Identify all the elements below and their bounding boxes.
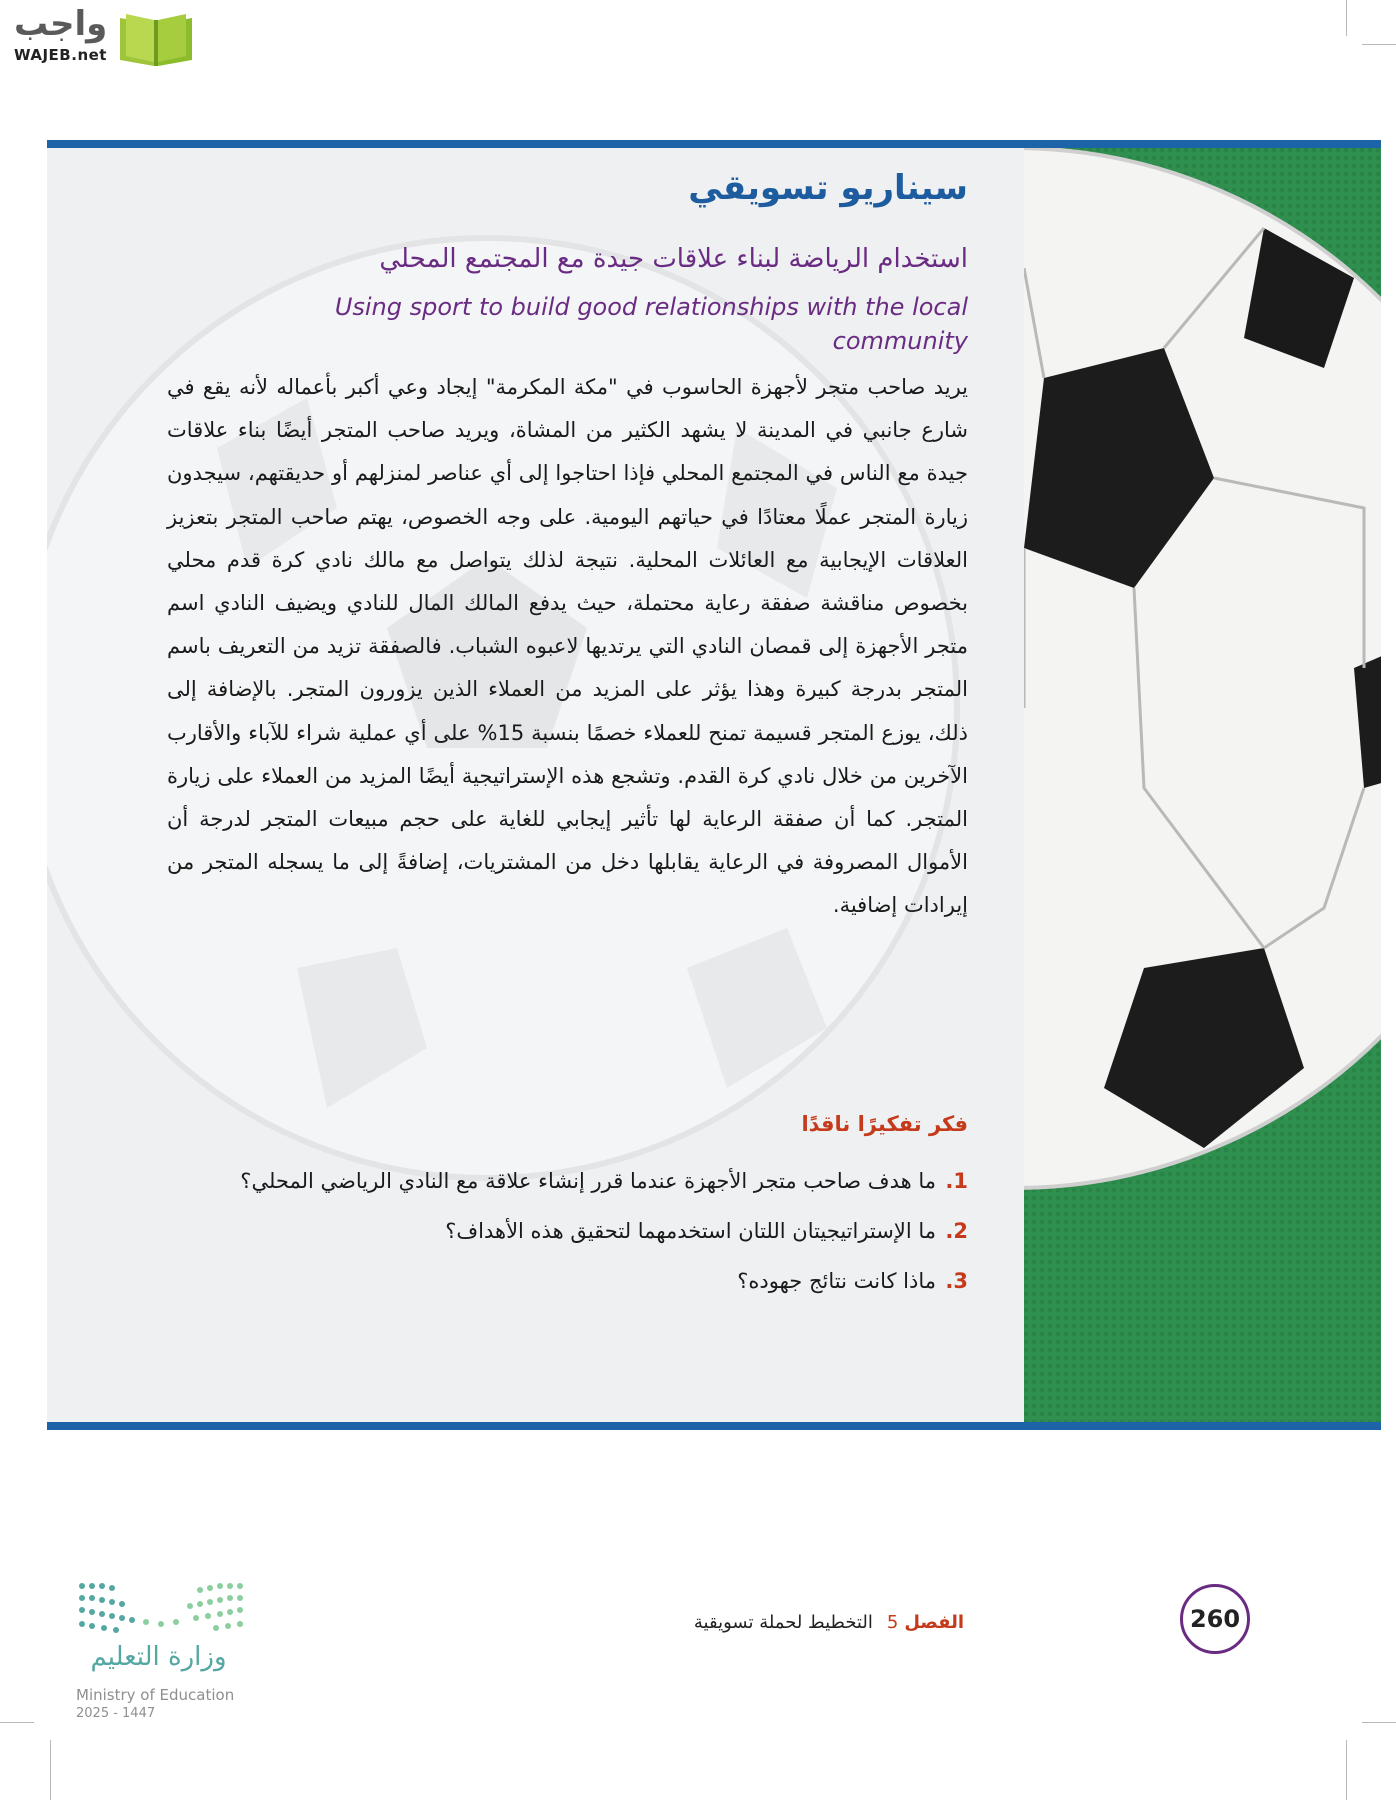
panel-top-border — [47, 140, 1381, 148]
crop-mark — [1362, 1722, 1396, 1723]
question-item — [167, 1160, 968, 1202]
ministry-year: 2025 - 1447 — [76, 1706, 156, 1721]
crop-mark — [1346, 0, 1347, 36]
crop-mark — [1346, 1740, 1347, 1800]
text-area — [47, 148, 1024, 1422]
page-number: 260 — [1180, 1584, 1250, 1654]
subtitle-english: Using sport to build good relationships with the local community — [334, 293, 968, 355]
scenario-body: يريد صاحب متجر لأجهزة الحاسوب في "مكة المكرمة" إيجاد وعي أكبر بأعماله لأنه يقع في شارع جانبي في المدينة لا يشهد الكثير من المشاة، ويريد صاحب المتجر أيضًا بناء علاقات جيدة مع الناس في المجتمع المحلي فإذا احتاجوا إلى أي عناصر لمنزلهم أو حديقتهم، سيجدون زيارة المتجر عملًا معتادًا في حياتهم اليومية. على وجه الخصوص، يهتم صاحب المتجر بتعزيز العلاقات الإيجابية مع العائلات المحلية. نتيجة لذلك يتواصل مع مالك نادي كرة قدم محلي بخصوص مناقشة صفقة رعاية محتملة، حيث يدفع المالك المال للنادي ويضيف النادي اسم متجر الأجهزة إلى قمصان النادي التي يرتديها لاعبوه الشباب. فالصفقة تزيد من التعريف باسم المتجر بدرجة كبيرة وهذا يؤثر على المزيد من العملاء الذين يزورون المتجر. بالإضافة إلى ذلك، يوزع المتجر قسيمة تمنح للعملاء خصمًا بنسبة 15% على أي عملية شراء للآباء والأقارب الآخرين من خلال نادي كرة القدم. وتشجع هذه الإستراتيجية أيضًا المزيد من العملاء على زيارة المتجر. كما أن صفقة الرعاية لها تأثير إيجابي للغاية على حجم مبيعات المتجر لدرجة أن الأموال المصروفة في الرعاية يقابلها دخل من المشتريات، إضافةً إلى ما يسجله المتجر من إيرادات إضافية. — [167, 375, 968, 918]
ministry-english-name: Ministry of Education — [76, 1686, 235, 1704]
ministry-arabic-name: وزارة التعليم — [90, 1642, 227, 1672]
question-text: ماذا كانت نتائج جهوده؟ — [737, 1269, 936, 1293]
chapter-label: الفصل — [904, 1612, 964, 1633]
crop-mark — [1362, 44, 1396, 45]
chapter-title: التخطيط لحملة تسويقية — [693, 1612, 873, 1633]
question-text: ما هدف صاحب متجر الأجهزة عندما قرر إنشاء علاقة مع النادي الرياضي المحلي؟ — [240, 1169, 936, 1193]
site-logo-arabic: واجب — [14, 4, 108, 44]
chapter-info — [694, 1612, 964, 1633]
marketing-scenario-panel — [47, 148, 1381, 1422]
question-text: ما الإستراتيجيتان اللتان استخدمهما لتحقيق هذه الأهداف؟ — [445, 1219, 936, 1243]
subtitle-arabic: استخدام الرياضة لبناء علاقات جيدة مع المجتمع المحلي — [379, 244, 968, 274]
ministry-logo — [76, 1580, 256, 1730]
crop-mark — [0, 1722, 34, 1723]
book-icon — [114, 10, 198, 70]
question-number: 2. — [945, 1219, 968, 1243]
panel-bottom-border — [47, 1422, 1381, 1430]
question-number: 1. — [945, 1169, 968, 1193]
question-item — [167, 1260, 968, 1302]
question-item — [167, 1210, 968, 1252]
question-number: 3. — [945, 1269, 968, 1293]
critical-thinking-heading: فكر تفكيرًا ناقدًا — [801, 1112, 968, 1136]
ministry-logo-dots — [76, 1580, 246, 1640]
site-logo[interactable] — [10, 6, 190, 68]
question-list — [167, 1160, 968, 1310]
chapter-number: 5 — [886, 1612, 899, 1633]
site-logo-latin: WAJEB.net — [14, 46, 107, 64]
section-title: سيناريو تسويقي — [688, 168, 968, 208]
soccer-ball-photo — [1024, 148, 1381, 1422]
crop-mark — [50, 1740, 51, 1800]
